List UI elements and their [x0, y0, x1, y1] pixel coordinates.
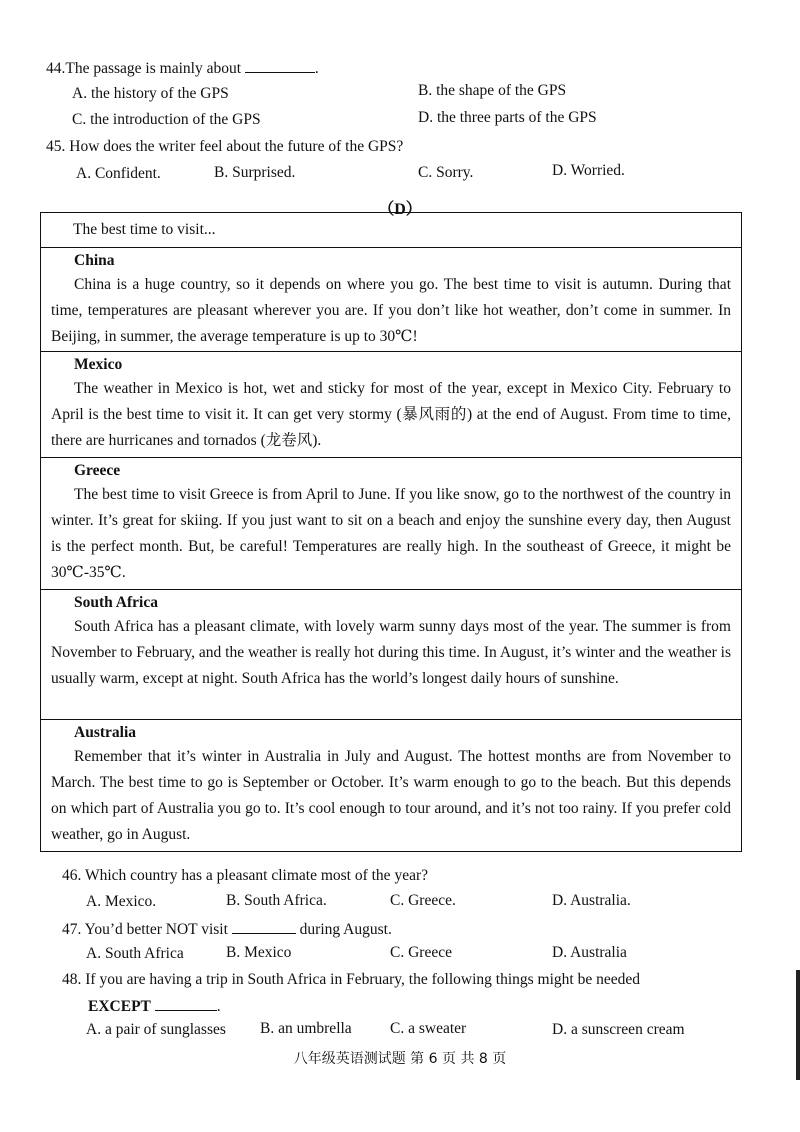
- passage-table: [40, 212, 742, 852]
- q46-stem: 46. Which country has a pleasant climate most of the year?: [62, 867, 428, 884]
- country-block-australia: [41, 719, 741, 851]
- q44-stem: 44.The passage is mainly about .: [46, 60, 319, 77]
- country-block-china: [41, 247, 741, 351]
- q46-option-a[interactable]: A. Mexico.: [86, 893, 157, 910]
- country-block-south-africa: [41, 589, 741, 719]
- country-block-greece: [41, 457, 741, 589]
- q45-option-d[interactable]: D. Worried.: [552, 162, 625, 179]
- q44-option-b[interactable]: B. the shape of the GPS: [418, 82, 567, 99]
- country-text: Remember that it’s winter in Australia in July and August. The hottest months are from November to March. The best time to go is September or October. It’s warm enough to go to the beach. But this depends on which part of Australia you go to. It’s cool enough to tour around, and it’s not too rainy. If you prefer cold weather, go in August.: [51, 748, 731, 843]
- q48-option-d[interactable]: D. a sunscreen cream: [552, 1021, 685, 1038]
- q48-option-a[interactable]: A. a pair of sunglasses: [86, 1021, 226, 1038]
- country-block-mexico: [41, 351, 741, 457]
- country-text: China is a huge country, so it depends on where you go. The best time to visit is autumn. During that time, temperatures are pleasant wherever you are. If you don’t like hot weather, don’t come in summer. In Beijing, in summer, the average temperature is up to 30℃!: [51, 276, 731, 345]
- q48-option-c[interactable]: C. a sweater: [390, 1020, 467, 1037]
- country-name: Mexico: [74, 356, 123, 373]
- q47-blank: [232, 919, 296, 934]
- q48-blank: [155, 996, 217, 1011]
- q47-option-d[interactable]: D. Australia: [552, 944, 627, 961]
- q47-stem: 47. You’d better NOT visit during August.: [62, 921, 392, 938]
- country-text: The best time to visit Greece is from April to June. If you like snow, go to the northwest of the country in winter. It’s great for skiing. If you just want to sit on a beach and enjoy the sunshine every day, then August is the perfect month. But, be careful! Temperatures are really high. In the southeast of Greece, it might be 30℃-35℃.: [51, 486, 731, 581]
- country-name: China: [74, 252, 115, 269]
- country-name: Greece: [74, 462, 121, 479]
- q45-option-c[interactable]: C. Sorry.: [418, 164, 474, 181]
- q46-option-d[interactable]: D. Australia.: [552, 892, 631, 909]
- q48-stem: 48. If you are having a trip in South Africa in February, the following things might be needed: [62, 971, 640, 988]
- q46-option-b[interactable]: B. South Africa.: [226, 892, 327, 909]
- country-text: South Africa has a pleasant climate, with lovely warm sunny days most of the year. The summer is from November to February, and the weather is really hot during this time. In August, it’s winter and the weather is usually warm, except at night. South Africa has the world’s longest daily hours of sunshine.: [51, 618, 731, 687]
- q45-option-a[interactable]: A. Confident.: [76, 165, 161, 182]
- country-name: South Africa: [74, 594, 158, 611]
- q44-option-a[interactable]: A. the history of the GPS: [72, 85, 229, 102]
- q45-stem: 45. How does the writer feel about the future of the GPS?: [46, 138, 404, 155]
- q47-option-b[interactable]: B. Mexico: [226, 944, 292, 961]
- section-label: （D）: [378, 201, 422, 218]
- q47-option-c[interactable]: C. Greece: [390, 944, 452, 961]
- passage-heading: The best time to visit...: [73, 221, 216, 238]
- q44-option-d[interactable]: D. the three parts of the GPS: [418, 109, 597, 126]
- q47-option-a[interactable]: A. South Africa: [86, 945, 184, 962]
- q44-blank: [245, 58, 315, 73]
- country-name: Australia: [74, 724, 136, 741]
- q46-option-c[interactable]: C. Greece.: [390, 892, 456, 909]
- country-text: The weather in Mexico is hot, wet and sticky for most of the year, except in Mexico City. February to April is the best time to visit it. It can get very stormy (暴风雨的) at the end of August. From time to time, there are hurricanes and tornados (龙卷风).: [51, 380, 731, 449]
- q44-option-c[interactable]: C. the introduction of the GPS: [72, 111, 261, 128]
- q48-except-line: EXCEPT .: [88, 998, 221, 1015]
- page-footer: 八年级英语测试题 第 6 页 共 8 页: [293, 1051, 507, 1067]
- scan-edge-mark: [796, 970, 800, 1080]
- q48-option-b[interactable]: B. an umbrella: [260, 1020, 352, 1037]
- q45-option-b[interactable]: B. Surprised.: [214, 164, 296, 181]
